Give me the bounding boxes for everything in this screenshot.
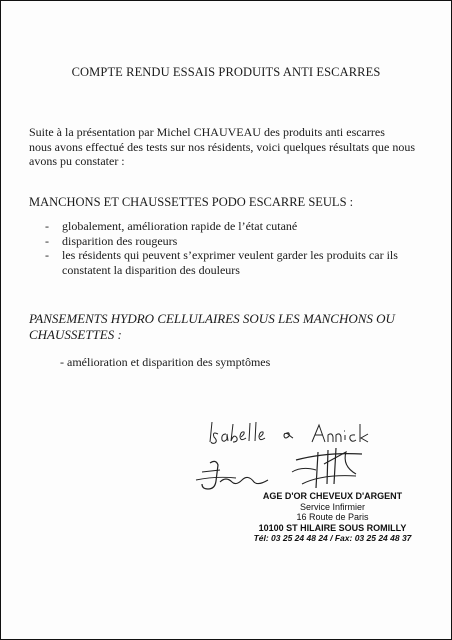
section2-heading-line: CHAUSSETTES : [29,327,122,342]
institution-stamp [230,491,435,544]
intro-paragraph [29,125,434,169]
right-signature [288,446,368,490]
section2-item: - amélioration et disparition des symptômes [60,355,271,369]
intro-line: avons pu constater : [29,154,125,168]
list-item: - disparition des rougeurs [45,234,440,249]
section2-heading [29,311,429,343]
stamp-street: 16 Route de Paris [296,512,369,522]
list-item: - globalement, amélioration rapide de l’état cutané [45,219,440,234]
intro-line: nous avons effectué des tests sur nos résidents, voici quelques résultats que nous [29,139,416,154]
section1-list [45,219,440,277]
stamp-service: Service Infirmier [299,501,365,512]
list-item: - les résidents qui peuvent s’exprimer veulent garder les produits car ils constatent la disparition des douleurs [45,248,440,277]
stamp-phone: Tél: 03 25 24 48 24 / Fax: 03 25 24 48 37 [253,533,412,543]
section1-heading: MANCHONS ET CHAUSSETTES PODO ESCARRE SEULS : [29,195,354,209]
document-title: COMPTE RENDU ESSAIS PRODUITS ANTI ESCARRES [71,65,381,79]
stamp-city: 10100 ST HILAIRE SOUS ROMILLY [258,522,407,533]
section2-heading-line: PANSEMENTS HYDRO CELLULAIRES SOUS LES MANCHONS OU [29,311,395,326]
intro-line: Suite à la présentation par Michel CHAUVEAU des produits anti escarres [29,125,385,139]
stamp-org: AGE D'OR CHEVEUX D'ARGENT [262,491,403,501]
